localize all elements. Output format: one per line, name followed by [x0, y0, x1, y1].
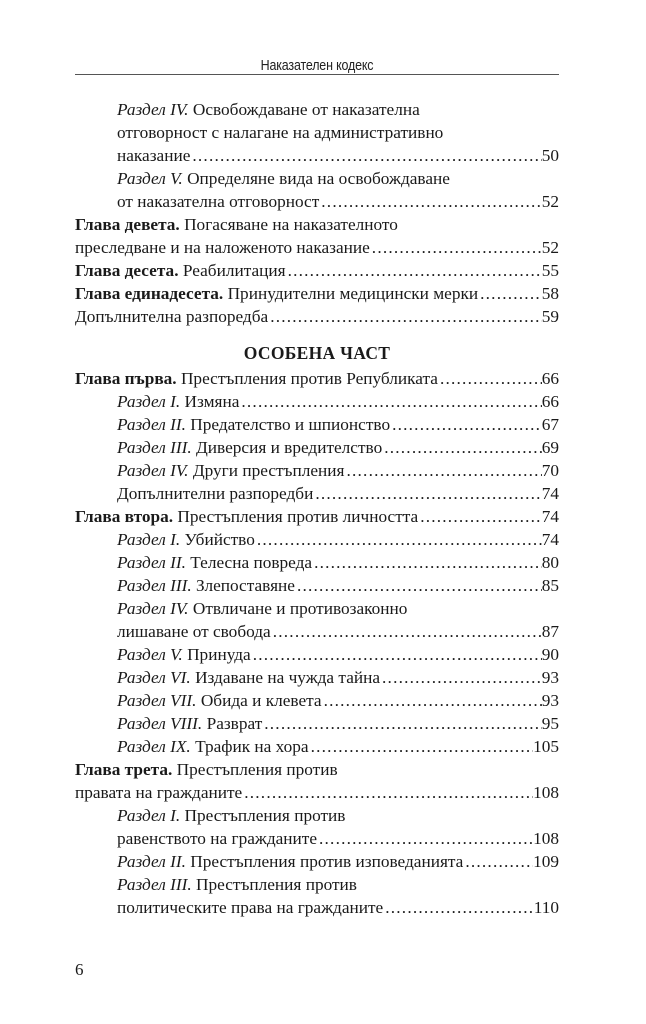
- toc-entry-text: [117, 873, 357, 896]
- toc-entry-text: [117, 620, 271, 643]
- toc-entry-section[interactable]: [75, 666, 559, 689]
- dot-leader: [314, 551, 542, 574]
- dot-leader: [440, 367, 542, 390]
- toc-entry-text: [75, 236, 370, 259]
- entry-title: Диверсия и вредителство: [196, 438, 383, 457]
- dot-leader: [385, 896, 533, 919]
- toc-entry-text: [117, 482, 313, 505]
- page-ref[interactable]: 109: [533, 852, 559, 871]
- toc-entry-chapter[interactable]: [75, 758, 559, 804]
- toc-entry-text: [117, 190, 319, 213]
- section-label: Раздел III.: [117, 875, 192, 894]
- toc-entry-text: [117, 804, 345, 827]
- toc-entry-line: [75, 144, 559, 167]
- entry-title: Погасяване на наказателното: [184, 215, 398, 234]
- section-label: Раздел II.: [117, 415, 186, 434]
- toc-entry-line: [75, 735, 559, 758]
- dot-leader: [315, 482, 541, 505]
- dot-leader: [264, 712, 541, 735]
- page-ref[interactable]: 85: [541, 576, 559, 595]
- toc-entry-text: [75, 505, 418, 528]
- toc-entry-text: [117, 896, 383, 919]
- page-ref[interactable]: 95: [541, 714, 559, 733]
- toc-entry-line: [75, 712, 559, 735]
- toc-entry-section[interactable]: [75, 850, 559, 873]
- section-label: Раздел IX.: [117, 737, 191, 756]
- toc-entry-section[interactable]: [75, 873, 559, 919]
- entry-title: Престъпления против: [176, 760, 338, 779]
- toc-entry-text: [117, 167, 450, 190]
- toc-entry-line: [75, 190, 559, 213]
- toc-entry-line: [75, 459, 559, 482]
- dot-leader: [420, 505, 542, 528]
- toc-entry-text: [117, 689, 322, 712]
- toc-entry-text: [75, 367, 438, 390]
- dot-leader: [480, 282, 542, 305]
- section-title-special-part: ОСОБЕНА ЧАСТ: [243, 343, 391, 363]
- running-header: Наказателен кодекс: [260, 58, 374, 74]
- section-label: Раздел V.: [117, 169, 183, 188]
- section-label: Раздел II.: [117, 553, 186, 572]
- header-rule: [75, 74, 559, 75]
- toc-entry-section[interactable]: [75, 167, 559, 213]
- entry-title: Освобождаване от наказателна: [192, 100, 420, 119]
- toc-entry-line: [75, 781, 559, 804]
- toc-entry-text: [117, 643, 251, 666]
- entry-title: Измяна: [184, 392, 240, 411]
- section-label: Раздел IV.: [117, 461, 189, 480]
- page-number: 6: [75, 960, 84, 979]
- toc-entry-line: [75, 597, 559, 620]
- dot-leader: [270, 305, 542, 328]
- entry-title: преследване и на наложеното наказание: [75, 238, 370, 257]
- toc-entry-section[interactable]: [75, 597, 559, 643]
- page-ref[interactable]: 59: [541, 307, 559, 326]
- toc-entry-section[interactable]: [75, 436, 559, 459]
- entry-title: Телесна повреда: [190, 553, 313, 572]
- entry-title: Престъпления против личността: [177, 507, 419, 526]
- dot-leader: [311, 735, 533, 758]
- toc-entry-text: [117, 551, 312, 574]
- toc-entry-text: [117, 144, 190, 167]
- page-ref[interactable]: 93: [541, 668, 559, 687]
- entry-title: правата на гражданите: [75, 783, 243, 802]
- toc-entry-line: [75, 643, 559, 666]
- toc-entry-line: [75, 367, 559, 390]
- toc-entry-line: [75, 620, 559, 643]
- toc-entry-section[interactable]: [75, 551, 559, 574]
- page-ref[interactable]: 87: [541, 622, 559, 641]
- dot-leader: [297, 574, 542, 597]
- toc-entry-line: [75, 213, 559, 236]
- chapter-label: Глава десета.: [75, 261, 179, 280]
- toc-entry-chapter[interactable]: [75, 367, 559, 390]
- toc-entry-section[interactable]: [75, 413, 559, 436]
- toc-entry-line: [75, 689, 559, 712]
- entry-title: Принудителни медицински мерки: [227, 284, 479, 303]
- toc-entry-text: [75, 305, 268, 328]
- dot-leader: [465, 850, 533, 873]
- toc-general-part-tail: [75, 98, 559, 328]
- page-ref[interactable]: 66: [541, 369, 559, 388]
- entry-title: политическите права на гражданите: [117, 898, 384, 917]
- section-label: Раздел IV.: [117, 599, 189, 618]
- page-ref[interactable]: 52: [541, 192, 559, 211]
- toc-entry-line: [75, 121, 559, 144]
- toc-entry-line: [75, 666, 559, 689]
- page-ref[interactable]: 58: [541, 284, 559, 303]
- dot-leader: [241, 390, 541, 413]
- page-ref[interactable]: 110: [533, 898, 559, 917]
- entry-title: Престъпления против изповеданията: [190, 852, 464, 871]
- dot-leader: [382, 666, 542, 689]
- section-label: Раздел II.: [117, 852, 186, 871]
- page-ref[interactable]: 67: [541, 415, 559, 434]
- toc-entry-line: [75, 259, 559, 282]
- page-ref[interactable]: 66: [541, 392, 559, 411]
- entry-title: отговорност с налагане на административно: [117, 123, 444, 142]
- toc-entry-section[interactable]: [75, 390, 559, 413]
- page-ref[interactable]: 108: [533, 829, 559, 848]
- toc-entry-text: [117, 850, 463, 873]
- dot-leader: [324, 689, 542, 712]
- toc-entry-line: [75, 804, 559, 827]
- toc-entry-line: [75, 574, 559, 597]
- toc-entry-line: [75, 758, 559, 781]
- page-ref[interactable]: 108: [533, 783, 559, 802]
- toc-entry-line: [75, 413, 559, 436]
- toc-entry-text: [117, 827, 317, 850]
- page-ref[interactable]: 74: [541, 507, 559, 526]
- dot-leader: [192, 144, 541, 167]
- toc-entry-section[interactable]: [75, 482, 559, 505]
- page-ref[interactable]: 74: [541, 530, 559, 549]
- toc-entry-text: [75, 213, 398, 236]
- dot-leader: [384, 436, 542, 459]
- toc-entry-line: [75, 305, 559, 328]
- entry-title: Трафик на хора: [195, 737, 309, 756]
- entry-title: Допълнителни разпоредби: [117, 484, 314, 503]
- dot-leader: [392, 413, 542, 436]
- toc-entry-line: [75, 482, 559, 505]
- toc-entry-text: [117, 121, 443, 144]
- toc-entry-text: [117, 459, 344, 482]
- chapter-label: Глава втора.: [75, 507, 174, 526]
- dot-leader: [273, 620, 542, 643]
- section-label: Раздел VIII.: [117, 714, 203, 733]
- toc-entry-line: [75, 827, 559, 850]
- dot-leader: [319, 827, 533, 850]
- toc-entry-text: [117, 528, 255, 551]
- toc-entry-text: [75, 282, 478, 305]
- dot-leader: [321, 190, 541, 213]
- toc-entry-text: [117, 436, 382, 459]
- entry-title: Допълнителна разпоредба: [75, 307, 269, 326]
- toc-entry-section[interactable]: [75, 459, 559, 482]
- toc-entry-text: [75, 758, 338, 781]
- dot-leader: [346, 459, 541, 482]
- entry-title: Престъпления против: [184, 806, 346, 825]
- toc-entry-text: [117, 666, 380, 689]
- entry-title: Убийство: [184, 530, 255, 549]
- toc-entry-section[interactable]: [75, 712, 559, 735]
- section-label: Раздел V.: [117, 645, 183, 664]
- chapter-label: Глава първа.: [75, 369, 177, 388]
- section-label: Раздел III.: [117, 438, 192, 457]
- entry-title: равенството на гражданите: [117, 829, 318, 848]
- entry-title: Принуда: [187, 645, 251, 664]
- toc-entry-line: [75, 873, 559, 896]
- toc-special-part: [75, 367, 559, 919]
- entry-title: Обида и клевета: [200, 691, 322, 710]
- page-ref[interactable]: 52: [541, 238, 559, 257]
- entry-title: от наказателна отговорност: [117, 192, 320, 211]
- chapter-label: Глава трета.: [75, 760, 173, 779]
- toc-entry-text: [75, 259, 286, 282]
- entry-title: Разврат: [206, 714, 263, 733]
- entry-title: Престъпления против: [196, 875, 357, 894]
- toc-entry-line: [75, 896, 559, 919]
- section-label: Раздел I.: [117, 530, 181, 549]
- page-ref[interactable]: 70: [541, 461, 559, 480]
- section-label: Раздел I.: [117, 392, 181, 411]
- toc-entry-section[interactable]: [75, 98, 559, 167]
- section-label: Раздел VI.: [117, 668, 191, 687]
- page-ref[interactable]: 90: [541, 645, 559, 664]
- toc-entry-text: [117, 597, 407, 620]
- dot-leader: [372, 236, 542, 259]
- chapter-label: Глава девета.: [75, 215, 180, 234]
- entry-title: Други престъпления: [192, 461, 345, 480]
- toc-entry-section[interactable]: [75, 643, 559, 666]
- toc-entry-line: [75, 390, 559, 413]
- dot-leader: [257, 528, 542, 551]
- toc-entry-line: [75, 167, 559, 190]
- toc-entry-chapter[interactable]: [75, 259, 559, 282]
- toc-entry-text: [117, 735, 309, 758]
- toc-entry-text: [117, 413, 390, 436]
- toc-entry-text: [75, 781, 242, 804]
- toc-entry-line: [75, 282, 559, 305]
- toc-entry-chapter[interactable]: [75, 305, 559, 328]
- toc-entry-section[interactable]: [75, 689, 559, 712]
- toc-entry-chapter[interactable]: [75, 213, 559, 259]
- toc-entry-section[interactable]: [75, 574, 559, 597]
- chapter-label: Глава единадесета.: [75, 284, 224, 303]
- toc-entry-text: [117, 390, 239, 413]
- toc-entry-chapter[interactable]: [75, 282, 559, 305]
- toc-entry-section[interactable]: [75, 528, 559, 551]
- dot-leader: [244, 781, 533, 804]
- entry-title: Злепоставяне: [196, 576, 295, 595]
- section-label: Раздел I.: [117, 806, 181, 825]
- dot-leader: [288, 259, 542, 282]
- toc-entry-line: [75, 551, 559, 574]
- entry-title: Престъпления против Републиката: [180, 369, 438, 388]
- page-ref[interactable]: 50: [541, 146, 559, 165]
- section-label: Раздел VII.: [117, 691, 197, 710]
- section-label: Раздел IV.: [117, 100, 189, 119]
- toc-entry-text: [117, 98, 420, 121]
- entry-title: Издаване на чужда тайна: [195, 668, 381, 687]
- toc-entry-line: [75, 98, 559, 121]
- toc-entry-line: [75, 850, 559, 873]
- section-label: Раздел III.: [117, 576, 192, 595]
- toc-entry-chapter[interactable]: [75, 505, 559, 528]
- table-of-contents: [75, 98, 559, 919]
- page-ref[interactable]: 74: [541, 484, 559, 503]
- toc-entry-section[interactable]: [75, 804, 559, 850]
- page-ref[interactable]: 105: [533, 737, 559, 756]
- page-ref[interactable]: 80: [541, 553, 559, 572]
- entry-title: Реабилитация: [182, 261, 286, 280]
- entry-title: наказание: [117, 146, 191, 165]
- entry-title: лишаване от свобода: [117, 622, 271, 641]
- page-ref[interactable]: 55: [541, 261, 559, 280]
- toc-entry-text: [117, 574, 295, 597]
- toc-entry-line: [75, 436, 559, 459]
- toc-entry-section[interactable]: [75, 735, 559, 758]
- entry-title: Предателство и шпионство: [190, 415, 391, 434]
- toc-entry-line: [75, 505, 559, 528]
- entry-title: Определяне вида на освобождаване: [187, 169, 450, 188]
- toc-entry-line: [75, 528, 559, 551]
- page-ref[interactable]: 93: [541, 691, 559, 710]
- page-ref[interactable]: 69: [541, 438, 559, 457]
- toc-entry-text: [117, 712, 262, 735]
- entry-title: Отвличане и противозаконно: [192, 599, 408, 618]
- toc-entry-line: [75, 236, 559, 259]
- dot-leader: [253, 643, 542, 666]
